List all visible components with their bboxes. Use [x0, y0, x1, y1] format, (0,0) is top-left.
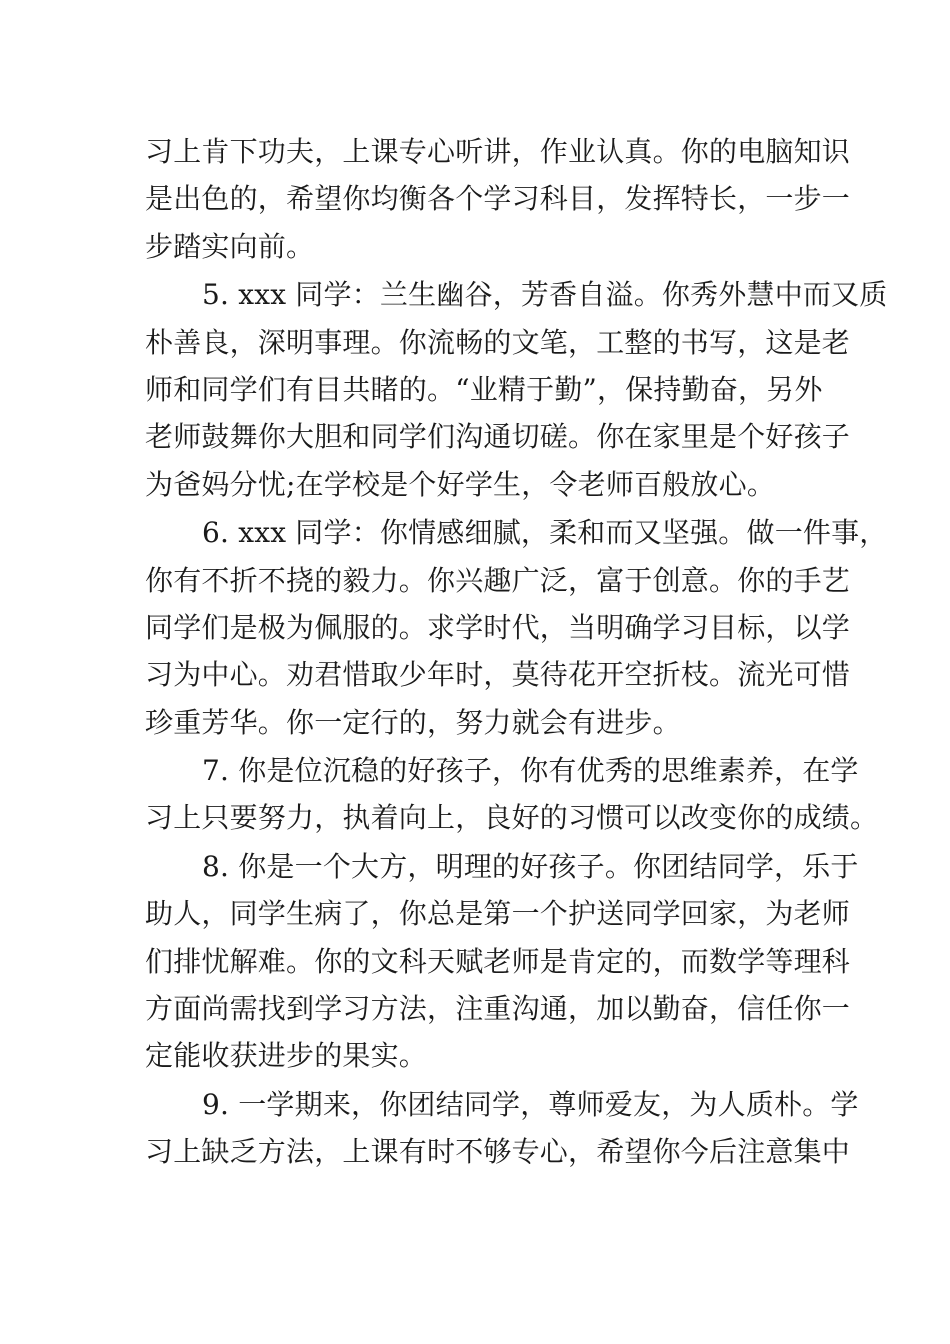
text-line: 助人，同学生病了，你总是第一个护送同学回家，为老师: [145, 897, 851, 931]
text-line: 朴善良，深明事理。你流畅的文笔，工整的书写，这是老: [145, 325, 851, 359]
text-line: 方面尚需找到学习方法，注重沟通，加以勤奋，信任你一: [145, 992, 851, 1026]
text-line: 8. 你是一个大方，明理的好孩子。你团结同学，乐于: [202, 849, 859, 883]
text-line: 7. 你是位沉稳的好孩子，你有优秀的思维素养，在学: [202, 754, 859, 788]
paragraph-9: [145, 1081, 859, 1176]
paragraph-5: [145, 271, 888, 508]
paragraph-8: [145, 843, 859, 1080]
document-body: [145, 128, 888, 1176]
text-line: 们排忧解难。你的文科天赋老师是肯定的，而数学等理科: [145, 944, 851, 978]
paragraph-4-continuation: [145, 128, 851, 270]
text-line: 同学们是极为佩服的。求学时代，当明确学习目标，以学: [145, 610, 851, 644]
text-line: 珍重芳华。你一定行的，努力就会有进步。: [145, 705, 681, 739]
paragraph-6: [145, 509, 888, 746]
text-line: 是出色的，希望你均衡各个学习科目，发挥特长，一步一: [145, 182, 851, 216]
text-line: 师和同学们有目共睹的。“业精于勤”，保持勤奋，另外: [145, 372, 823, 406]
text-line: 为爸妈分忧;在学校是个好学生，令老师百般放心。: [145, 467, 776, 501]
text-line: 习上肯下功夫，上课专心听讲，作业认真。你的电脑知识: [145, 135, 851, 168]
text-line: 6. xxx 同学：你情感细腻，柔和而又坚强。做一件事，: [202, 516, 888, 550]
text-line: 你有不折不挠的毅力。你兴趣广泛，富于创意。你的手艺: [145, 563, 851, 597]
text-line: 习上只要努力，执着向上，良好的习惯可以改变你的成绩。: [145, 801, 879, 835]
text-line: 9. 一学期来，你团结同学，尊师爱友，为人质朴。学: [202, 1087, 859, 1121]
text-line: 习上缺乏方法，上课有时不够专心，希望你今后注意集中: [145, 1135, 851, 1169]
text-line: 步踏实向前。: [145, 229, 315, 263]
text-line: 定能收获进步的果实。: [145, 1039, 428, 1073]
text-line: 5. xxx 同学：兰生幽谷，芳香自溢。你秀外慧中而又质: [202, 278, 888, 312]
text-line: 老师鼓舞你大胆和同学们沟通切磋。你在家里是个好孩子: [145, 420, 851, 454]
paragraph-7: [145, 747, 879, 842]
text-line: 习为中心。劝君惜取少年时，莫待花开空折枝。流光可惜: [145, 658, 851, 692]
